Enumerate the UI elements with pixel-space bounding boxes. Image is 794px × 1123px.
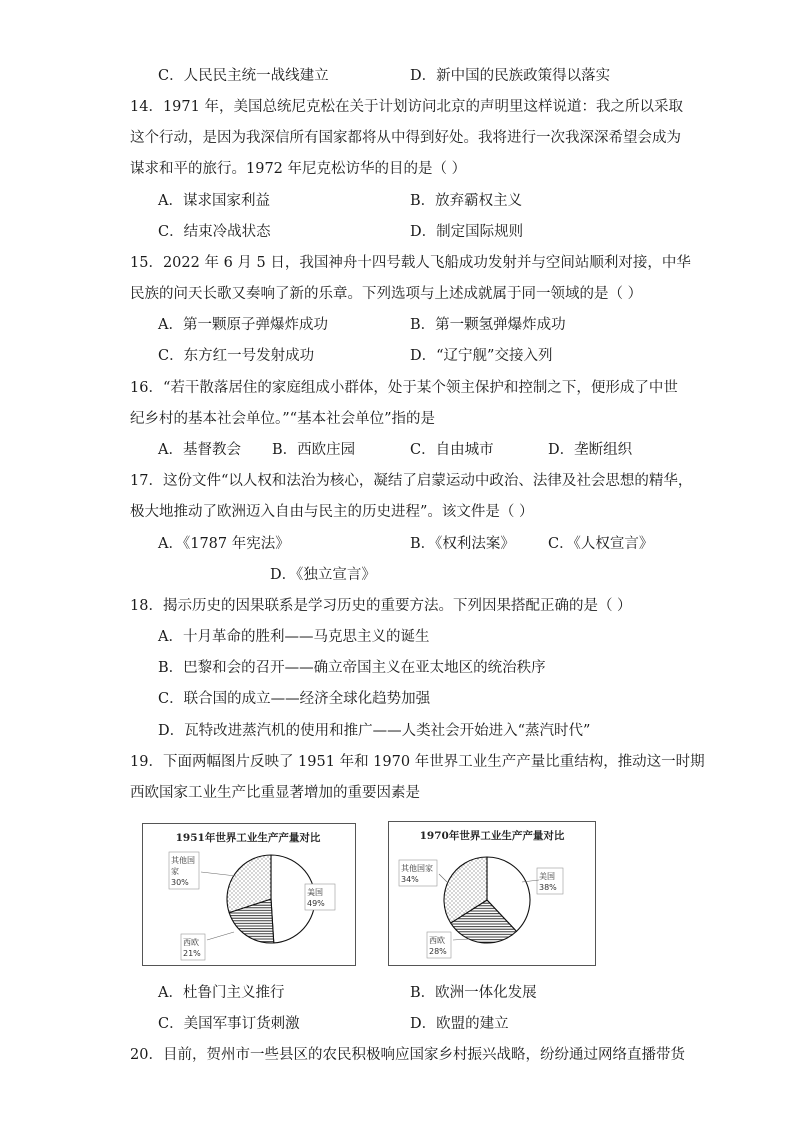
q15-stem-line1: 15．2022 年 6 月 5 日，我国神舟十四号载人飞船成功发射并与空间站顺利对接，中华 [130,255,691,271]
q17-stem-line1: 17．这份文件“以人权和法治为核心，凝结了启蒙运动中政治、法律及社会思想的精华， [130,473,693,489]
chart-title: 1970年世界工业生产产量对比 [419,830,565,842]
q14-option-b: B．放弃霸权主义 [410,193,523,209]
q15-stem-line2: 民族的问天长歌又奏响了新的乐章。下列选项与上述成就属于同一领域的是（ ） [130,286,643,302]
q16-option-b: B．西欧庄园 [272,442,356,458]
slice-label: 28% [429,947,447,956]
slice-label: 38% [539,883,557,892]
chart-title: 1951年世界工业生产产量对比 [175,832,321,844]
q16-stem-line2: 纪乡村的基本社会单位。”“基本社会单位”指的是 [130,411,435,427]
q15-option-d: D．“辽宁舰”交接入列 [410,348,553,364]
q19-option-b: B．欧洲一体化发展 [410,985,537,1001]
q19-option-c: C．美国军事订货刺激 [158,1016,300,1032]
q18-stem: 18．揭示历史的因果联系是学习历史的重要方法。下列因果搭配正确的是（ ） [130,598,632,614]
pie-chart-1970-svg [389,822,594,964]
q14-stem-line3: 谋求和平的旅行。1972 年尼克松访华的目的是（ ） [130,161,467,177]
slice-label: 美国 [307,888,323,897]
slice-label: 其他国 [171,856,195,865]
q13-option-c: C．人民民主统一战线建立 [158,68,329,84]
q18-option-b: B．巴黎和会的召开——确立帝国主义在亚太地区的统治秩序 [158,660,546,676]
q19-option-a: A．杜鲁门主义推行 [158,985,285,1001]
q16-option-c: C．自由城市 [410,442,494,458]
label-leader-line [453,939,469,940]
q13-option-d: D．新中国的民族政策得以落实 [410,68,611,84]
label-leader-line [201,872,236,876]
q20-stem-line1: 20．目前，贺州市一些县区的农民积极响应国家乡村振兴战略，纷纷通过网络直播带货 [130,1047,685,1063]
q17-option-a: A．《1787 年宪法》 [158,536,290,552]
slice-label: 34% [401,875,419,884]
q16-option-a: A．基督教会 [158,442,241,458]
slice-label: 家 [171,867,179,876]
label-leader-line [439,874,447,882]
q19-option-d: D．欧盟的建立 [410,1016,509,1032]
slice-label: 21% [183,949,201,958]
q15-option-b: B．第一颗氢弹爆炸成功 [410,317,566,333]
q17-option-d: D．《独立宣言》 [270,567,376,583]
q18-option-c: C．联合国的成立——经济全球化趋势加强 [158,691,431,707]
q19-stem-line2: 西欧国家工业生产比重显著增加的重要因素是 [130,785,420,801]
slice-label: 49% [307,899,325,908]
q15-option-c: C．东方红一号发射成功 [158,348,315,364]
q14-stem-line1: 14．1971 年，美国总统尼克松在关于计划访问北京的声明里这样说道：我之所以采取 [130,99,683,115]
q17-option-b: B．《权利法案》 [410,536,515,552]
q17-stem-line2: 极大地推动了欧洲迈入自由与民主的历史进程”。该文件是（ ） [130,504,534,520]
slice-label: 西欧 [429,936,445,945]
slice-label: 西欧 [183,938,199,947]
q18-option-d: D．瓦特改进蒸汽机的使用和推广——人类社会开始进入“蒸汽时代” [158,723,591,739]
q14-stem-line2: 这个行动，是因为我深信所有国家都将从中得到好处。我将进行一次我深深希望会成为 [130,130,681,146]
slice-label: 30% [171,878,189,887]
q14-option-c: C．结束冷战状态 [158,224,271,240]
pie-chart-1951-svg [143,824,354,964]
pie-chart-1951 [142,823,356,966]
q16-stem-line1: 16．“若干散落居住的家庭组成小群体，处于某个领主保护和控制之下，便形成了中世 [130,380,678,396]
q14-option-a: A．谋求国家利益 [158,193,270,209]
label-leader-line [207,932,234,940]
q15-option-a: A．第一颗原子弹爆炸成功 [158,317,328,333]
q19-stem-line1: 19．下面两幅图片反映了 1951 年和 1970 年世界工业生产产量比重结构，推动这一时期 [130,754,705,770]
q16-option-d: D．垄断组织 [548,442,633,458]
slice-label: 其他国家 [401,864,433,873]
pie-chart-1970 [388,821,596,966]
q17-option-c: C．《人权宣言》 [548,536,654,552]
q14-option-d: D．制定国际规则 [410,224,524,240]
slice-label: 美国 [539,872,555,881]
q18-option-a: A．十月革命的胜利——马克思主义的诞生 [158,629,430,645]
